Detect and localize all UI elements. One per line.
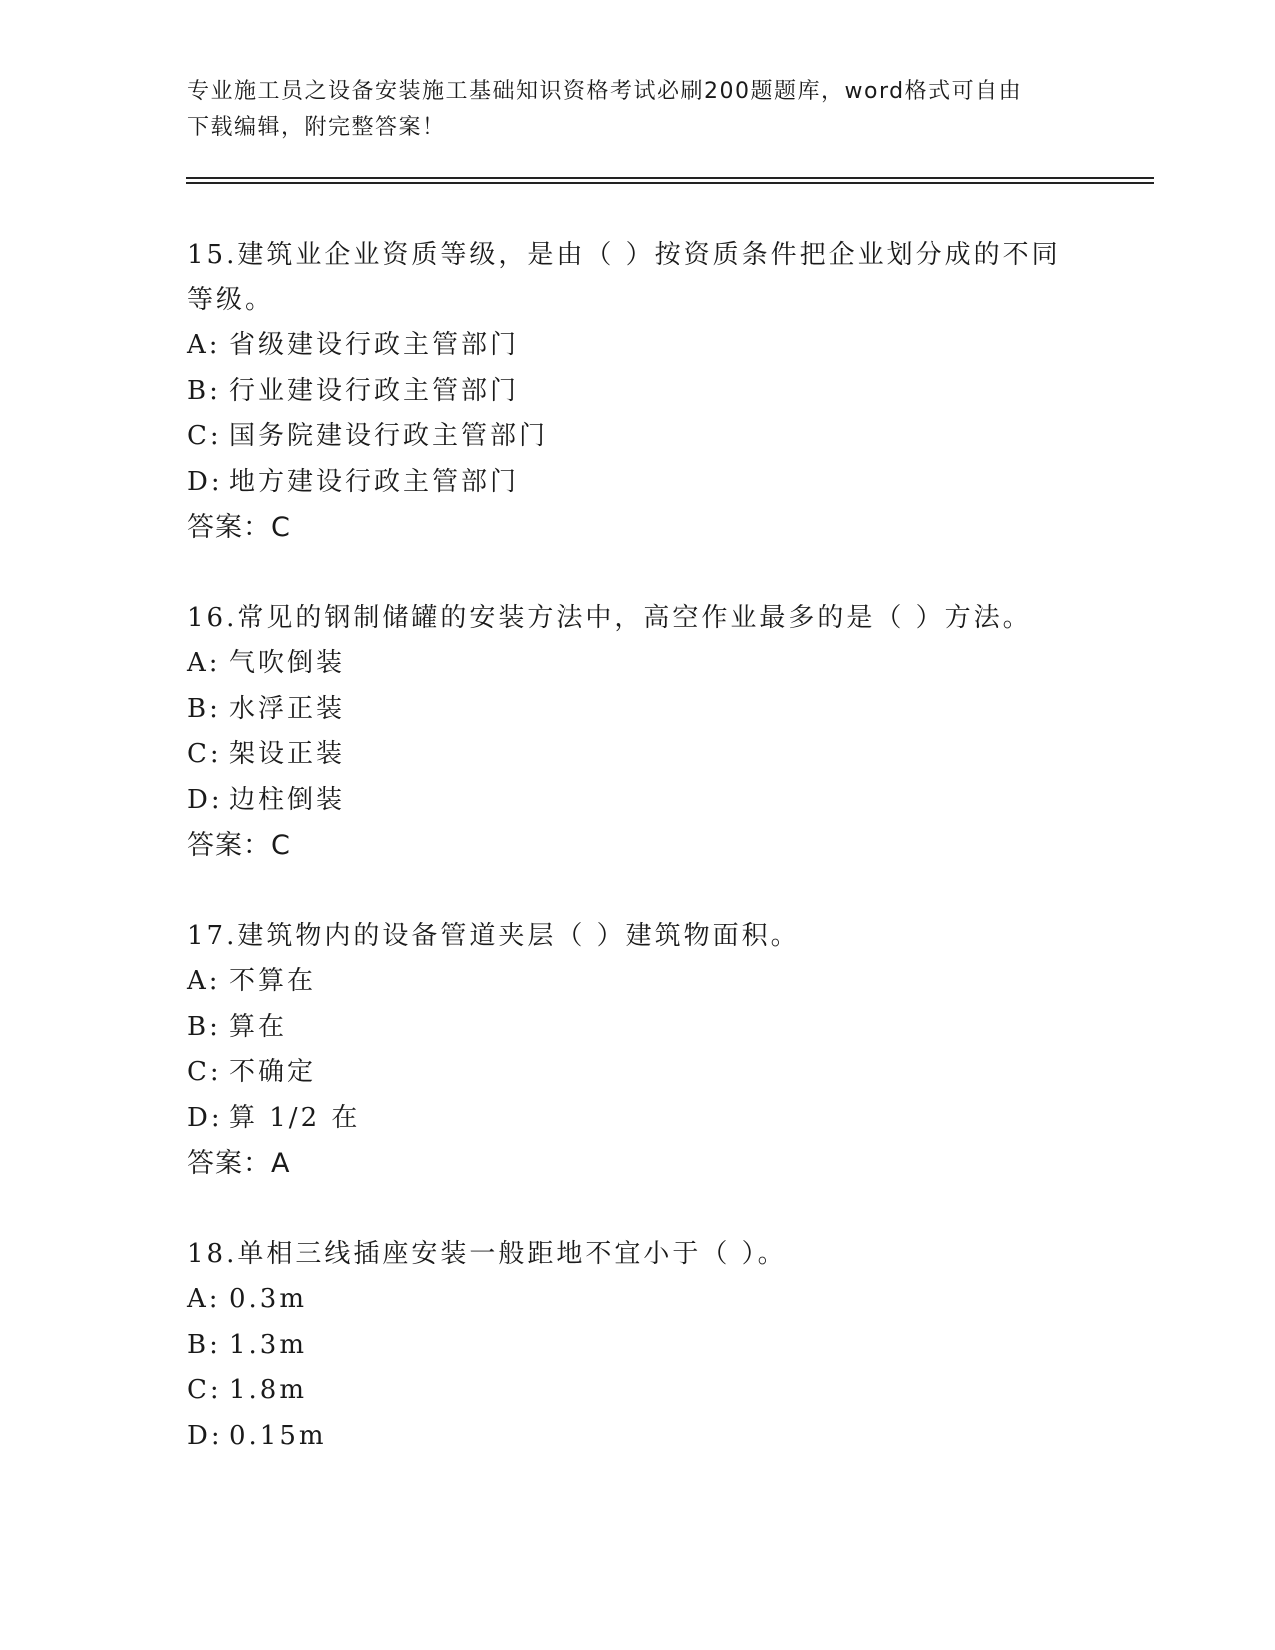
option-text: 算 1/2 在	[229, 1102, 361, 1133]
option-text: 水浮正装	[229, 693, 346, 724]
option-letter: C:	[187, 739, 222, 769]
answer-value: C	[271, 830, 291, 861]
option-c	[187, 1050, 1067, 1096]
option-text: 不算在	[229, 966, 317, 996]
header-divider-bottom	[186, 182, 1154, 184]
option-text: 算在	[229, 1011, 288, 1042]
option-a	[187, 1277, 1067, 1323]
question-15	[187, 233, 1067, 551]
option-a	[187, 641, 1067, 687]
option-letter: B:	[187, 1329, 221, 1360]
option-b	[187, 1005, 1067, 1051]
question-stem: 16.常见的钢制储罐的安装方法中，高空作业最多的是（ ）方法。	[187, 603, 1032, 633]
question-stem: 17.建筑物内的设备管道夹层（ ）建筑物面积。	[187, 921, 800, 951]
question-stem: 18.单相三线插座安装一般距地不宜小于（ ）。	[187, 1239, 787, 1269]
question-stem: 15.建筑业企业资质等级，是由（ ）按资质条件把企业划分成的不同	[187, 240, 1061, 270]
answer-label: 答案：	[187, 512, 271, 543]
option-text: 边柱倒装	[229, 784, 346, 815]
answer-line	[187, 1141, 1067, 1187]
option-text: 不确定	[229, 1057, 317, 1087]
option-letter: A:	[187, 1284, 221, 1314]
option-letter: A:	[187, 966, 221, 996]
option-letter: D:	[187, 784, 223, 815]
option-text: 省级建设行政主管部门	[229, 330, 520, 360]
answer-value: A	[271, 1148, 291, 1179]
option-text: 架设正装	[229, 739, 346, 769]
option-text: 1.3m	[229, 1329, 308, 1360]
option-letter: D:	[187, 1420, 223, 1451]
option-d	[187, 460, 1067, 506]
header-divider-top	[186, 177, 1154, 179]
answer-label: 答案：	[187, 1148, 271, 1179]
header-line-2: 下载编辑，附完整答案！	[187, 115, 446, 140]
header-line-1: 专业施工员之设备安装施工基础知识资格考试必刷200题题库，word格式可自由	[187, 79, 1023, 104]
option-a	[187, 323, 1067, 369]
option-c	[187, 1368, 1067, 1414]
option-d	[187, 1414, 1067, 1460]
question-16	[187, 596, 1067, 869]
option-letter: D:	[187, 1102, 223, 1133]
option-d	[187, 778, 1067, 824]
option-b	[187, 369, 1067, 415]
option-text: 国务院建设行政主管部门	[229, 421, 549, 451]
option-letter: B:	[187, 693, 221, 724]
option-a	[187, 959, 1067, 1005]
question-18	[187, 1232, 1067, 1459]
option-b	[187, 1323, 1067, 1369]
option-letter: A:	[187, 330, 221, 360]
question-stem-continued: 等级。	[187, 285, 275, 315]
option-letter: A:	[187, 648, 221, 678]
option-letter: B:	[187, 375, 221, 406]
option-c	[187, 732, 1067, 778]
option-text: 1.8m	[229, 1375, 308, 1405]
answer-line	[187, 823, 1067, 869]
answer-line	[187, 505, 1067, 551]
option-b	[187, 687, 1067, 733]
option-d	[187, 1096, 1067, 1142]
option-text: 地方建设行政主管部门	[229, 466, 520, 497]
option-text: 0.15m	[229, 1420, 327, 1451]
option-letter: B:	[187, 1011, 221, 1042]
option-c	[187, 414, 1067, 460]
answer-label: 答案：	[187, 830, 271, 861]
option-text: 气吹倒装	[229, 648, 346, 678]
answer-value: C	[271, 512, 291, 543]
option-letter: C:	[187, 1057, 222, 1087]
document-header	[187, 74, 1087, 146]
option-text: 行业建设行政主管部门	[229, 375, 520, 406]
option-letter: C:	[187, 421, 222, 451]
question-17	[187, 914, 1067, 1187]
option-text: 0.3m	[229, 1284, 308, 1314]
option-letter: C:	[187, 1375, 222, 1405]
option-letter: D:	[187, 466, 223, 497]
